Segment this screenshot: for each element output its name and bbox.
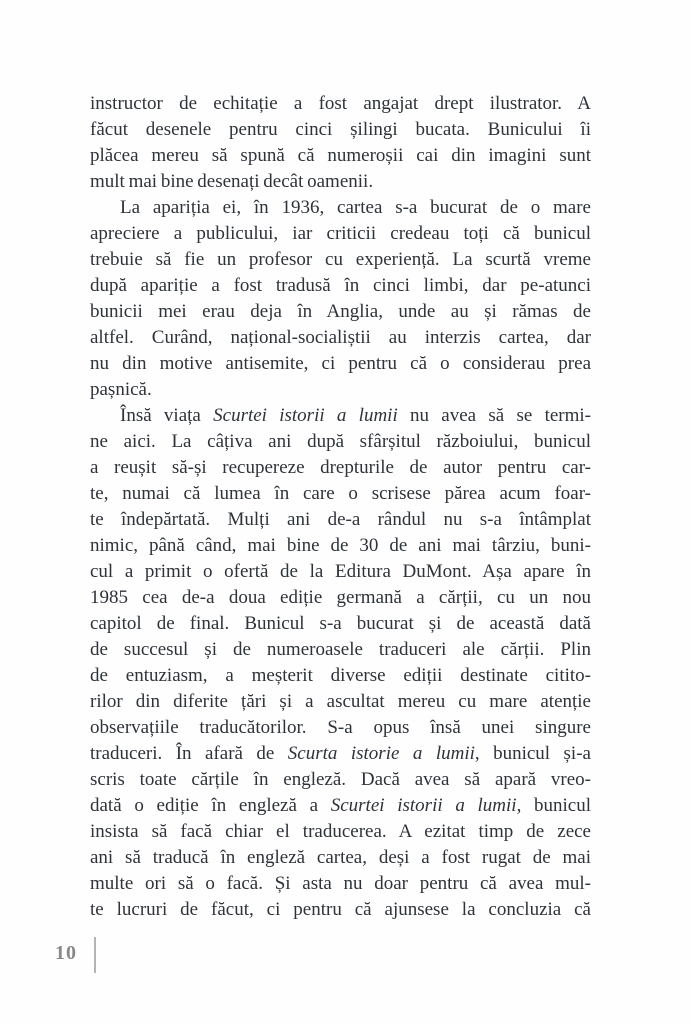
text-segment: te lucruri de făcut, ci pentru că ajunsese la concluzia că bbox=[90, 899, 591, 920]
text-line bbox=[90, 195, 591, 221]
text-segment: capitol de final. Bunicul s-a bucurat și de această dată bbox=[90, 613, 591, 634]
text-line bbox=[90, 533, 591, 559]
text-segment: te, numai că lumea în care o scrisese părea acum foar- bbox=[90, 483, 591, 504]
text-line bbox=[90, 897, 591, 923]
text-segment: făcut desenele pentru cinci șilingi bucata. Bunicului îi bbox=[90, 119, 591, 140]
text-segment: cul a primit o ofertă de la Editura DuMont. Așa apare în bbox=[90, 561, 591, 582]
text-line bbox=[90, 767, 591, 793]
page-number: 10 bbox=[55, 942, 77, 964]
paragraph bbox=[90, 91, 591, 195]
text-segment: mult mai bine desenați decât oamenii. bbox=[90, 171, 374, 192]
text-line bbox=[90, 91, 591, 117]
text-line bbox=[90, 455, 591, 481]
text-line bbox=[90, 377, 591, 403]
footer-rule bbox=[94, 937, 96, 973]
page-footer bbox=[0, 930, 691, 980]
text-segment: , bunicul și-a bbox=[474, 743, 591, 764]
text-segment: nimic, până când, mai bine de 30 de ani mai târziu, buni- bbox=[90, 535, 591, 556]
text-segment: apreciere a publicului, iar criticii credeau toți că bunicul bbox=[90, 223, 591, 244]
text-segment: de entuziasm, a meșterit diverse ediții destinate citito- bbox=[90, 665, 591, 686]
text-segment: observațiile traducătorilor. S-a opus însă unei singure bbox=[90, 717, 591, 738]
text-segment: bunicii mei erau deja în Anglia, unde au și rămas de bbox=[90, 301, 591, 322]
text-segment: ani să traducă în engleză cartea, deși a fost rugat de mai bbox=[90, 847, 591, 868]
text-line bbox=[90, 819, 591, 845]
text-line bbox=[90, 793, 591, 819]
text-line bbox=[90, 117, 591, 143]
book-title-italic: Scurtei istorii a lumii bbox=[213, 405, 398, 426]
text-line bbox=[90, 481, 591, 507]
text-line bbox=[90, 741, 591, 767]
text-line bbox=[90, 247, 591, 273]
text-line bbox=[90, 143, 591, 169]
paragraph bbox=[90, 403, 591, 923]
text-segment: nu din motive antisemite, ci pentru că o considerau prea bbox=[90, 353, 591, 374]
text-segment: plăcea mereu să spună că numeroșii cai din imagini sunt bbox=[90, 145, 591, 166]
text-segment: 1985 cea de-a doua ediție germană a cărții, cu un nou bbox=[90, 587, 591, 608]
text-segment: pașnică. bbox=[90, 379, 152, 400]
text-line bbox=[90, 221, 591, 247]
text-segment: traduceri. În afară de bbox=[90, 743, 288, 764]
text-segment: de succesul și de numeroasele traduceri ale cărții. Plin bbox=[90, 639, 591, 660]
text-segment: altfel. Curând, național-socialiștii au interzis cartea, dar bbox=[90, 327, 591, 348]
text-segment: după apariție a fost tradusă în cinci limbi, dar pe-atunci bbox=[90, 275, 591, 296]
text-line bbox=[90, 611, 591, 637]
text-segment: multe ori să o facă. Și asta nu doar pentru că avea mul- bbox=[90, 873, 591, 894]
text-segment: rilor din diferite țări și a ascultat mereu cu mare atenție bbox=[90, 691, 591, 712]
text-block bbox=[90, 91, 591, 923]
text-line bbox=[90, 663, 591, 689]
text-line bbox=[90, 715, 591, 741]
text-segment: dată o ediție în engleză a bbox=[90, 795, 331, 816]
text-line bbox=[90, 871, 591, 897]
text-segment: scris toate cărțile în engleză. Dacă avea să apară vreo- bbox=[90, 769, 591, 790]
text-segment: Însă viața bbox=[120, 405, 214, 426]
text-segment: trebuie să fie un profesor cu experiență. La scurtă vreme bbox=[90, 249, 591, 270]
text-line bbox=[90, 585, 591, 611]
text-line bbox=[90, 845, 591, 871]
text-segment: te îndepărtată. Mulți ani de-a rândul nu s-a întâmplat bbox=[90, 509, 591, 530]
book-title-italic: Scurtei istorii a lumii, bbox=[330, 795, 522, 816]
text-segment: ne aici. La câțiva ani după sfârșitul războiului, bunicul bbox=[90, 431, 591, 452]
paragraph bbox=[90, 195, 591, 403]
text-segment: instructor de echitație a fost angajat drept ilustrator. A bbox=[90, 93, 591, 114]
text-line bbox=[90, 403, 591, 429]
text-line bbox=[90, 273, 591, 299]
text-line bbox=[90, 559, 591, 585]
text-line bbox=[90, 169, 591, 195]
text-line bbox=[90, 689, 591, 715]
text-segment: La apariția ei, în 1936, cartea s-a bucurat de o mare bbox=[120, 197, 591, 218]
text-line bbox=[90, 351, 591, 377]
text-line bbox=[90, 637, 591, 663]
text-segment: insista să facă chiar el traducerea. A ezitat timp de zece bbox=[90, 821, 591, 842]
text-line bbox=[90, 299, 591, 325]
text-line bbox=[90, 325, 591, 351]
text-segment: bunicul bbox=[521, 795, 592, 816]
book-title-italic: Scurta istorie a lumii bbox=[287, 743, 475, 764]
text-segment: a reușit să-și recupereze drepturile de autor pentru car- bbox=[90, 457, 591, 478]
text-line bbox=[90, 429, 591, 455]
text-line bbox=[90, 507, 591, 533]
text-segment: nu avea să se termi- bbox=[397, 405, 592, 426]
